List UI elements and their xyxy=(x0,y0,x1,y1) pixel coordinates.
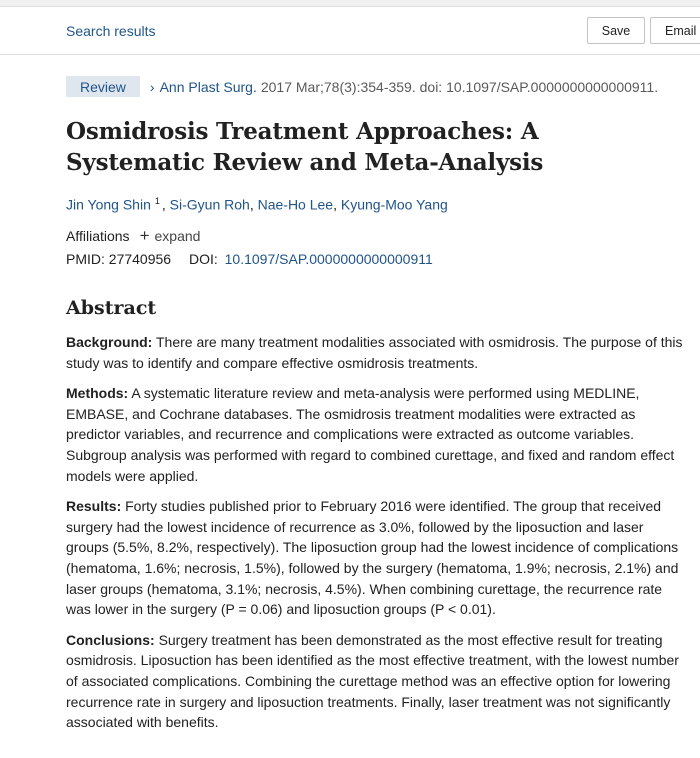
section-text: A systematic literature review and meta-analysis were performed using MEDLINE, EMBASE, and Cochrane databases. The osmidrosis treatment modalities were extracted as predictor variables, and recurrence and complications were extracted as outcome variables. Subgroup analysis was performed with regard to combined curettage, and fixed and random effect models were applied. xyxy=(66,385,675,484)
save-button[interactable]: Save xyxy=(587,17,645,44)
review-badge: Review xyxy=(66,76,140,97)
abstract-results xyxy=(66,496,688,620)
section-text: Surgery treatment has been demonstrated as the most effective result for treating osmidrosis. Liposuction has been identified as the most effective treatment, with the lowest number of associated complications. Combining the curettage method was an effective option for lowering recurrence rate in surgery and liposuction treatments. Finally, laser treatment was not significantly associated with benefits. xyxy=(66,631,679,731)
email-button[interactable]: Email xyxy=(650,17,700,44)
expand-label: expand xyxy=(154,227,201,244)
pmid-label: PMID: xyxy=(66,251,105,267)
abstract-heading: Abstract xyxy=(66,297,157,319)
abstract-background xyxy=(66,332,688,373)
article-title: Osmidrosis Treatment Approaches: A Systematic Review and Meta-Analysis xyxy=(66,118,544,176)
journal-link[interactable]: Ann Plast Surg. xyxy=(159,78,257,95)
citation-row xyxy=(66,76,658,97)
abstract-body xyxy=(66,332,688,743)
author-link[interactable]: Si-Gyun Roh xyxy=(169,196,250,213)
affiliations-row xyxy=(66,227,200,244)
section-text: There are many treatment modalities associated with osmidrosis. The purpose of this study was to identify and compare effective osmidrosis treatments. xyxy=(66,334,683,371)
page-header xyxy=(0,7,700,55)
browser-top-strip xyxy=(0,0,700,7)
doi-label: DOI: xyxy=(188,251,218,267)
affiliation-sup[interactable]: 1 xyxy=(154,196,160,206)
section-text: Forty studies published prior to February 2016 were identified. The group that received surgery had the lowest incidence of recurrence as 3.0%, followed by the liposuction and laser groups (5.5%, 8.2%, respectively). The liposuction group had the lowest incidence of complications (hematoma, 1.6%; necrosis, 1.5%), followed by the surgery (hematoma, 1.9%; necrosis, 2.1%) and laser groups (hematoma, 3.1%; necrosis, 4.5%). When combining curettage, the recurrence rate was lower in the surgery (P = 0.06) and liposuction groups (P < 0.01). xyxy=(66,498,679,618)
section-label: Methods: xyxy=(66,385,129,402)
author-link[interactable]: Kyung-Moo Yang xyxy=(340,196,448,213)
affiliations-expand-button[interactable] xyxy=(140,227,201,244)
identifiers-row xyxy=(66,251,433,267)
abstract-methods xyxy=(66,383,688,486)
author-list: Jin Yong Shin $^1$ , Si-Gyun Roh, Nae-Ho Lee, Kyung-Moo Yang xyxy=(66,196,448,213)
author-link[interactable]: Nae-Ho Lee xyxy=(257,196,334,213)
search-results-link[interactable]: Search results xyxy=(66,23,156,39)
section-label: Results: xyxy=(66,498,122,515)
citation-details: 2017 Mar;78(3):354-359. doi: 10.1097/SAP.0000000000000911. xyxy=(260,78,659,95)
pmid-value: 27740956 xyxy=(108,251,172,267)
affiliations-label: Affiliations xyxy=(66,227,130,244)
abstract-conclusions xyxy=(66,630,688,733)
section-label: Conclusions: xyxy=(66,631,155,648)
chevron-right-icon: › xyxy=(149,78,155,95)
author-link[interactable]: Jin Yong Shin xyxy=(66,196,151,213)
plus-icon: + xyxy=(139,226,150,245)
section-label: Background: xyxy=(66,334,153,350)
doi-link[interactable]: 10.1097/SAP.0000000000000911 xyxy=(224,251,433,267)
